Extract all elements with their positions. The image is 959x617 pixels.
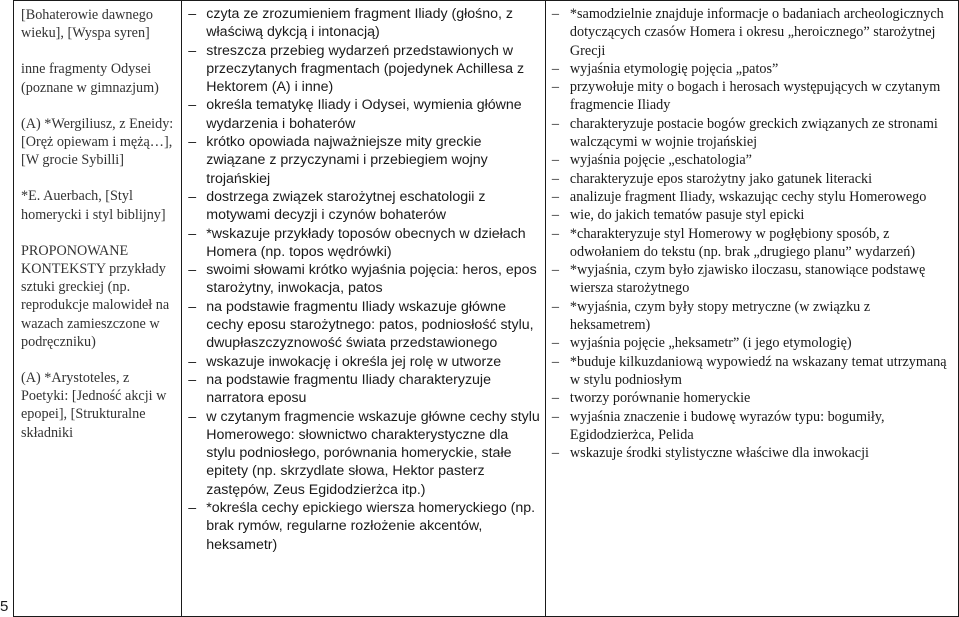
list-item: – charakteryzuje postacie bogów greckich związanych ze stronami walczącymi w wojnie trojańskiej (552, 115, 954, 152)
list-item: – swoimi słowami krótko wyjaśnia pojęcia: heros, epos starożytny, inwokacja, patos (188, 261, 541, 298)
col1-para: *E. Auerbach, [Styl homerycki i styl biblijny] (21, 188, 166, 223)
list-item: – *wyjaśnia, czym było zjawisko iloczasu, stanowiące podstawę wiersza starożytnego (552, 261, 954, 298)
list-item: – wskazuje inwokację i określa jej rolę w utworze (188, 353, 541, 371)
list-item: – wyjaśnia pojęcie „eschatologia” (552, 151, 954, 169)
list-item: – na podstawie fragmentu Iliady wskazuje główne cechy eposu starożytnego: patos, podniosłość stylu, dwupłaszczyznowość świata przedstawionego (188, 298, 541, 353)
list-item: – czyta ze zrozumieniem fragment Iliady (głośno, z właściwą dykcją i intonacją) (188, 5, 541, 42)
list-item: – wie, do jakich tematów pasuje styl epicki (552, 206, 954, 224)
extended-requirements-column (545, 1, 958, 617)
basic-requirements-list (188, 5, 541, 554)
col1-para: inne fragmenty Odysei (poznane w gimnazjum) (21, 61, 159, 96)
page-number: 5 (0, 598, 9, 615)
list-item: – streszcza przebieg wydarzeń przedstawionych w przeczytanych fragmentach (pojedynek Achillesa z Hektorem (A) i inne) (188, 42, 541, 97)
extended-requirements-list (552, 5, 954, 462)
list-item: – charakteryzuje epos starożytny jako gatunek literacki (552, 170, 954, 188)
table-row (14, 1, 959, 617)
texts-column (14, 1, 182, 617)
curriculum-table (13, 0, 959, 617)
list-item: – w czytanym fragmencie wskazuje główne cechy stylu Homerowego: słownictwo charakterystyczne dla stylu podniosłego, porównania homeryckie, stałe epitety (np. skrzydlate słowa, Hektor pasterz zastępów, Zeus Egidodzierżca itp.) (188, 408, 541, 499)
list-item: – wyjaśnia pojęcie „heksametr” (i jego etymologię) (552, 334, 954, 352)
list-item: – *charakteryzuje styl Homerowy w pogłębiony sposób, z odwołaniem do tekstu (np. brak „drugiego planu” wydarzeń) (552, 225, 954, 262)
list-item: – analizuje fragment Iliady, wskazując cechy stylu Homerowego (552, 188, 954, 206)
list-item: – wskazuje środki stylistyczne właściwe dla inwokacji (552, 444, 954, 462)
list-item: – tworzy porównanie homeryckie (552, 389, 954, 407)
basic-requirements-column (182, 1, 546, 617)
list-item: – *samodzielnie znajduje informacje o badaniach archeologicznych dotyczących czasów Homera i okresu „heroicznego” starożytnej Grecji (552, 5, 954, 60)
list-item: – określa tematykę Iliady i Odysei, wymienia główne wydarzenia i bohaterów (188, 96, 541, 133)
col1-para: (A) *Wergiliusz, z Eneidy: [Oręż opiewam i mężą…], [W grocie Sybilli] (21, 115, 174, 169)
list-item: – na podstawie fragmentu Iliady charakteryzuje narratora eposu (188, 371, 541, 408)
list-item: – przywołuje mity o bogach i herosach występujących w czytanym fragmencie Iliady (552, 78, 954, 115)
list-item: – dostrzega związek starożytnej eschatologii z motywami decyzji i czynów bohaterów (188, 188, 541, 225)
col1-para: (A) *Arystoteles, z Poetyki: [Jedność akcji w epopei], [Strukturalne składniki (21, 370, 167, 441)
list-item: – wyjaśnia etymologię pojęcia „patos” (552, 60, 954, 78)
list-item: – *wskazuje przykłady toposów obecnych w dziełach Homera (np. topos wędrówki) (188, 225, 541, 262)
list-item: – *określa cechy epickiego wiersza homeryckiego (np. brak rymów, regularne rozłożenie akcentów, heksametr) (188, 499, 541, 554)
list-item: – krótko opowiada najważniejsze mity greckie związane z przyczynami i przebiegiem wojny trojańskiej (188, 133, 541, 188)
col1-para: [Bohaterowie dawnego wieku], [Wyspa syren] (21, 7, 153, 42)
list-item: – wyjaśnia znaczenie i budowę wyrazów typu: bogumiły, Egidodzierżca, Pelida (552, 408, 954, 445)
list-item: – *wyjaśnia, czym były stopy metryczne (w związku z heksametrem) (552, 298, 954, 335)
list-item: – *buduje kilkuzdaniową wypowiedź na wskazany temat utrzymaną w stylu podniosłym (552, 353, 954, 390)
col1-para: PROPONOWANE KONTEKSTY przykłady sztuki greckiej (np. reprodukcje malowideł na wazach zamieszczone w podręczniku) (21, 242, 170, 350)
